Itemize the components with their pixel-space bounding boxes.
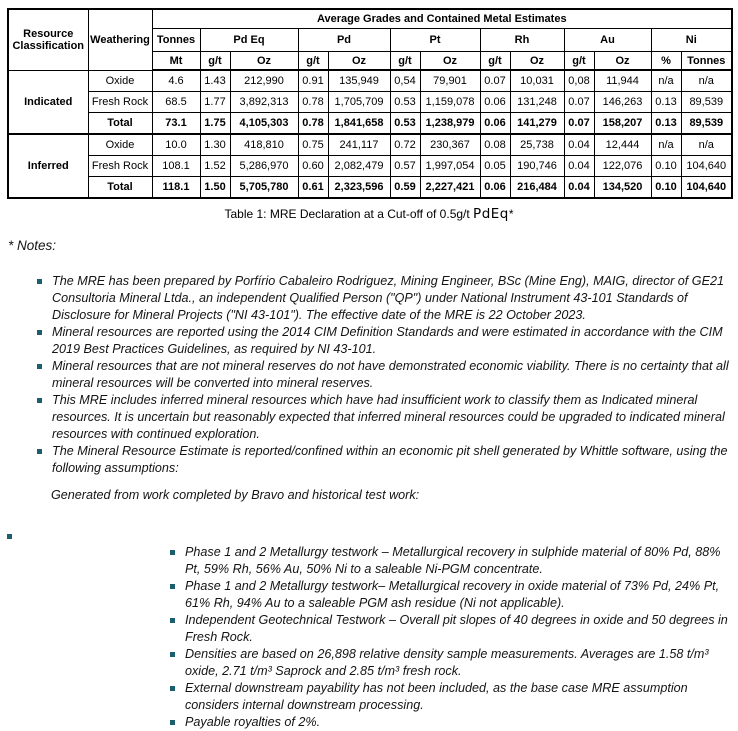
table-row [8, 92, 732, 113]
value-cell: 135,949 [328, 70, 390, 92]
value-cell: 25,738 [510, 134, 564, 156]
classification-cell: Indicated [8, 70, 88, 134]
value-cell: 4,105,303 [230, 113, 298, 135]
table-row [8, 70, 732, 92]
square-bullet-icon [170, 584, 175, 589]
value-cell: 68.5 [152, 92, 200, 113]
value-cell: 0.13 [651, 113, 681, 135]
square-bullet-icon [37, 449, 42, 454]
unit-header: Tonnes [681, 52, 732, 71]
unit-header: Oz [510, 52, 564, 71]
value-cell: 11,944 [594, 70, 651, 92]
note-bullet-item [7, 680, 731, 714]
value-cell: 212,990 [230, 70, 298, 92]
value-cell: 122,076 [594, 156, 651, 177]
value-cell: 158,207 [594, 113, 651, 135]
notes-list [7, 273, 731, 731]
value-cell: 1.30 [200, 134, 230, 156]
value-cell: 0.10 [651, 156, 681, 177]
value-cell: 190,746 [510, 156, 564, 177]
classification-cell: Inferred [8, 134, 88, 198]
value-cell: 141,279 [510, 113, 564, 135]
value-cell: 89,539 [681, 92, 732, 113]
value-cell: 1,841,658 [328, 113, 390, 135]
value-cell: 1.52 [200, 156, 230, 177]
value-cell: 5,705,780 [230, 177, 298, 199]
col-group-ni: Ni [651, 29, 732, 52]
value-cell: 230,367 [420, 134, 480, 156]
unit-header: % [651, 52, 681, 71]
weathering-cell: Oxide [88, 134, 152, 156]
value-cell: 118.1 [152, 177, 200, 199]
col-group-rh: Rh [480, 29, 564, 52]
caption-asterisk: * [508, 207, 514, 221]
note-bullet-item [7, 324, 731, 358]
value-cell: 0.06 [480, 92, 510, 113]
square-bullet-icon [37, 398, 42, 403]
notes-heading: * Notes: [8, 238, 57, 253]
value-cell: 1.43 [200, 70, 230, 92]
value-cell: 134,520 [594, 177, 651, 199]
value-cell: 5,286,970 [230, 156, 298, 177]
value-cell: 0.91 [298, 70, 328, 92]
caption-text: Table 1: MRE Declaration at a Cut-off of 0.5g/t [224, 207, 474, 221]
table-row [8, 177, 732, 199]
value-cell: 12,444 [594, 134, 651, 156]
unit-header: g/t [298, 52, 328, 71]
note-bullet-item [7, 392, 731, 443]
value-cell: 0.78 [298, 113, 328, 135]
note-text: External downstream payability has not been included, as the base case MRE assumption considers internal downstream processing. [185, 681, 688, 712]
value-cell: 1,705,709 [328, 92, 390, 113]
table-row [8, 134, 732, 156]
value-cell: 0.60 [298, 156, 328, 177]
table-row [8, 156, 732, 177]
value-cell: 0.07 [564, 113, 594, 135]
value-cell: 0.59 [390, 177, 420, 199]
value-cell: 1.77 [200, 92, 230, 113]
value-cell: 418,810 [230, 134, 298, 156]
note-text: Payable royalties of 2%. [185, 715, 321, 729]
notes-section [7, 238, 731, 731]
value-cell: n/a [681, 134, 732, 156]
caption-pdeq: PdEq [473, 206, 509, 222]
note-bullet-item [7, 358, 731, 392]
note-plain-line [7, 487, 731, 504]
value-cell: 4.6 [152, 70, 200, 92]
note-bullet-item [7, 646, 731, 680]
note-text: The MRE has been prepared by Porfírio Cabaleiro Rodriguez, Mining Engineer, BSc (Mine Eng), MAIG, director of GE21 Consultoria Mineral Ltda., an independent Qualified Person ("QP") under National Instrument 43-101 Standards of Disclosure for Mineral Projects ("NI 43-101"). The effective date of the MRE is 22 October 2023. [52, 274, 724, 322]
value-cell: 1.50 [200, 177, 230, 199]
note-bullet-item [7, 578, 731, 612]
mre-table [7, 8, 733, 199]
col-header-resource-classification: Resource Classification [8, 9, 88, 70]
col-header-weathering: Weathering [88, 9, 152, 70]
square-bullet-icon [7, 534, 12, 539]
unit-header: g/t [200, 52, 230, 71]
value-cell: 0.53 [390, 92, 420, 113]
square-bullet-icon [170, 550, 175, 555]
col-group-tonnes: Tonnes [152, 29, 200, 52]
square-bullet-icon [37, 364, 42, 369]
value-cell: 0.13 [651, 92, 681, 113]
value-cell: 131,248 [510, 92, 564, 113]
unit-header: g/t [480, 52, 510, 71]
value-cell: n/a [681, 70, 732, 92]
square-bullet-icon [170, 618, 175, 623]
note-bullet-item [7, 273, 731, 324]
value-cell: 0.57 [390, 156, 420, 177]
table-body [8, 70, 732, 198]
value-cell: 146,263 [594, 92, 651, 113]
unit-header: Oz [420, 52, 480, 71]
unit-header: Oz [594, 52, 651, 71]
value-cell: 2,323,596 [328, 177, 390, 199]
value-cell: 2,227,421 [420, 177, 480, 199]
value-cell: 10,031 [510, 70, 564, 92]
note-text: Mineral resources are reported using the 2014 CIM Definition Standards and were estimated in accordance with the CIM 2019 Best Practices Guidelines, as required by NI 43-101. [52, 325, 723, 356]
note-text: Phase 1 and 2 Metallurgy testwork – Metallurgical recovery in sulphide material of 80% Pd, 88% Pt, 59% Rh, 56% Au, 50% Ni to a saleable Ni-PGM concentrate. [185, 545, 721, 576]
col-group-pd: Pd [298, 29, 390, 52]
note-bullet-item [7, 544, 731, 578]
note-bullet-item [7, 714, 731, 731]
value-cell: 3,892,313 [230, 92, 298, 113]
note-text: Generated from work completed by Bravo and historical test work: [51, 488, 420, 502]
square-bullet-icon [170, 720, 175, 725]
value-cell: 1,238,979 [420, 113, 480, 135]
unit-header: Oz [230, 52, 298, 71]
value-cell: 10.0 [152, 134, 200, 156]
square-bullet-icon [170, 686, 175, 691]
value-cell: 89,539 [681, 113, 732, 135]
note-text: Independent Geotechnical Testwork – Overall pit slopes of 40 degrees in oxide and 50 degrees in Fresh Rock. [185, 613, 728, 644]
value-cell: 0.78 [298, 92, 328, 113]
note-text: Phase 1 and 2 Metallurgy testwork– Metallurgical recovery in oxide material of 73% Pd, 24% Pt, 61% Rh, 94% Au to a saleable PGM ash residue (Ni not applicable). [185, 579, 720, 610]
table-row [8, 113, 732, 135]
value-cell: 216,484 [510, 177, 564, 199]
value-cell: 1.75 [200, 113, 230, 135]
value-cell: 0,54 [390, 70, 420, 92]
value-cell: 1,997,054 [420, 156, 480, 177]
value-cell: 73.1 [152, 113, 200, 135]
note-text: This MRE includes inferred mineral resources which have had insufficient work to classify them as Indicated mineral resources. It is uncertain but reasonably expected that inferred mineral resources could be upgraded to indicated mineral resources with continued exploration. [52, 393, 725, 441]
value-cell: 0.08 [480, 134, 510, 156]
value-cell: 79,901 [420, 70, 480, 92]
value-cell: 108.1 [152, 156, 200, 177]
square-bullet-icon [37, 279, 42, 284]
col-group-pdeq: Pd Eq [200, 29, 298, 52]
value-cell: 241,117 [328, 134, 390, 156]
value-cell: 0.07 [480, 70, 510, 92]
header-row-title [8, 9, 732, 29]
square-bullet-icon [37, 330, 42, 335]
value-cell: 0.61 [298, 177, 328, 199]
value-cell: 1,159,078 [420, 92, 480, 113]
unit-header: Mt [152, 52, 200, 71]
value-cell: 0.06 [480, 177, 510, 199]
table-caption [7, 206, 731, 222]
weathering-cell: Fresh Rock [88, 92, 152, 113]
value-cell: 0.05 [480, 156, 510, 177]
note-text: The Mineral Resource Estimate is reported/confined within an economic pit shell generated by Whittle software, using the following assumptions: [52, 444, 728, 475]
value-cell: 0,08 [564, 70, 594, 92]
note-text: Densities are based on 26,898 relative density sample measurements. Averages are 1.58 t/m³ oxide, 2.71 t/m³ Saprock and 2.85 t/m³ fresh rock. [185, 647, 709, 678]
table-title: Average Grades and Contained Metal Estimates [152, 9, 732, 29]
value-cell: 104,640 [681, 177, 732, 199]
col-group-pt: Pt [390, 29, 480, 52]
weathering-cell: Total [88, 113, 152, 135]
value-cell: 2,082,479 [328, 156, 390, 177]
value-cell: n/a [651, 70, 681, 92]
value-cell: 0.53 [390, 113, 420, 135]
value-cell: 0.04 [564, 134, 594, 156]
square-bullet-icon [170, 652, 175, 657]
weathering-cell: Total [88, 177, 152, 199]
value-cell: 0.75 [298, 134, 328, 156]
unit-header: Oz [328, 52, 390, 71]
value-cell: 104,640 [681, 156, 732, 177]
col-group-au: Au [564, 29, 651, 52]
note-text: Mineral resources that are not mineral reserves do not have demonstrated economic viability. There is no certainty that all mineral resources will be converted into mineral reserves. [52, 359, 729, 390]
value-cell: 0.04 [564, 177, 594, 199]
note-bullet-item [7, 612, 731, 646]
value-cell: 0.72 [390, 134, 420, 156]
weathering-cell: Oxide [88, 70, 152, 92]
weathering-cell: Fresh Rock [88, 156, 152, 177]
value-cell: 0.10 [651, 177, 681, 199]
note-bullet-item [7, 443, 731, 477]
value-cell: 0.06 [480, 113, 510, 135]
value-cell: 0.04 [564, 156, 594, 177]
value-cell: n/a [651, 134, 681, 156]
unit-header: g/t [390, 52, 420, 71]
value-cell: 0.07 [564, 92, 594, 113]
note-bullet-item [7, 528, 731, 539]
unit-header: g/t [564, 52, 594, 71]
